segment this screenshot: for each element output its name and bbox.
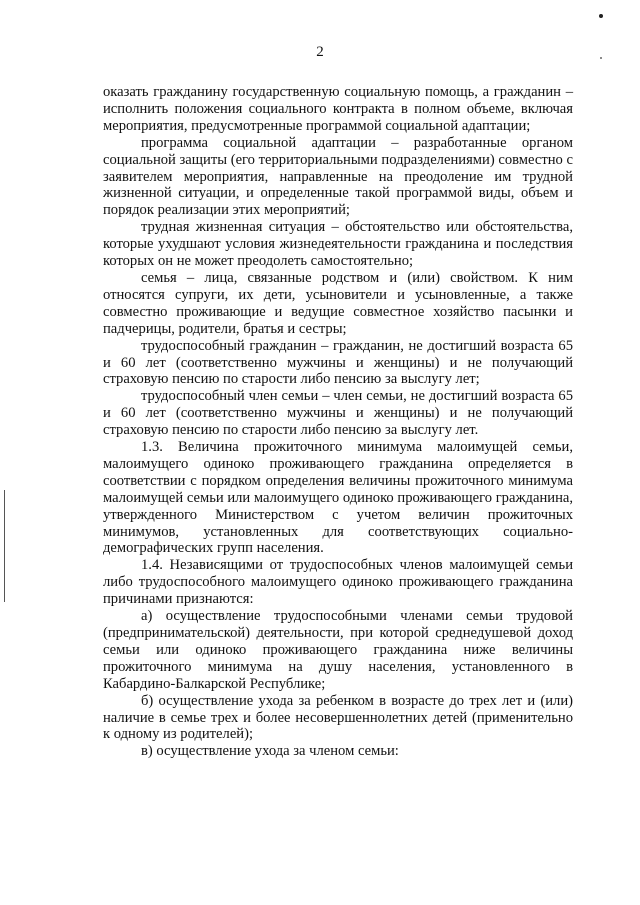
paragraph: трудоспособный гражданин – гражданин, не достигший возраста 65 и 60 лет (соответственно мужчины и женщины) и не получающий страховую пенсию по старости либо пенсию за выслугу лет; xyxy=(103,337,573,388)
paragraph: 1.3. Величина прожиточного минимума малоимущей семьи, малоимущего одиноко проживающего гражданина определяется в соответствии с порядком определения величины прожиточного минимума малоимущей семьи или малоимущего одиноко проживающего гражданина, утвержденного Министерством с учетом величин прожиточных минимумов, установленных для соответствующих социально-демографических групп населения. xyxy=(103,439,573,557)
paragraph: в) осуществление ухода за членом семьи: xyxy=(141,743,399,760)
paragraph: 1.4. Независящими от трудоспособных членов малоимущей семьи либо трудоспособного малоимущего одиноко проживающего гражданина причинами признаются: xyxy=(103,557,573,608)
scan-dot-mark xyxy=(599,14,603,18)
paragraph: трудная жизненная ситуация – обстоятельство или обстоятельства, которые ухудшают условия жизнедеятельности гражданина и последствия которых он не может преодолеть самостоятельно; xyxy=(103,219,573,270)
scan-edge-line xyxy=(4,490,5,602)
paragraph: б) осуществление ухода за ребенком в возрасте до трех лет и (или) наличие в семье трех и более несовершеннолетних детей (применительно к одному из родителей); xyxy=(103,692,573,743)
page-number: 2 xyxy=(316,44,324,60)
paragraph: а) осуществление трудоспособными членами семьи трудовой (предпринимательской) деятельности, при которой среднедушевой доход семьи или одиноко проживающего гражданина ниже величины прожиточного минимума на душу населения, установленного в Кабардино-Балкарской Республике; xyxy=(103,608,573,692)
paragraph: программа социальной адаптации – разработанные органом социальной защиты (его территориальными подразделениями) совместно с заявителем мероприятия, направленные на преодоление им трудной жизненной ситуации, и определенные такой программой виды, объем и порядок реализации этих мероприятий; xyxy=(103,134,573,219)
paragraph: трудоспособный член семьи – член семьи, не достигший возраста 65 и 60 лет (соответственно мужчины и женщины) и не получающий страховую пенсию по старости либо пенсию за выслугу лет. xyxy=(103,388,573,439)
document-body xyxy=(103,84,573,760)
paragraph: семья – лица, связанные родством и (или) свойством. К ним относятся супруги, их дети, усыновители и усыновленные, а также совместно проживающие и ведущие совместное хозяйство пасынки и падчерицы, родители, братья и сестры; xyxy=(103,269,573,337)
paragraph: оказать гражданину государственную социальную помощь, а гражданин – исполнить положения социального контракта в полном объеме, включая мероприятия, предусмотренные программой социальной адаптации; xyxy=(103,84,573,134)
